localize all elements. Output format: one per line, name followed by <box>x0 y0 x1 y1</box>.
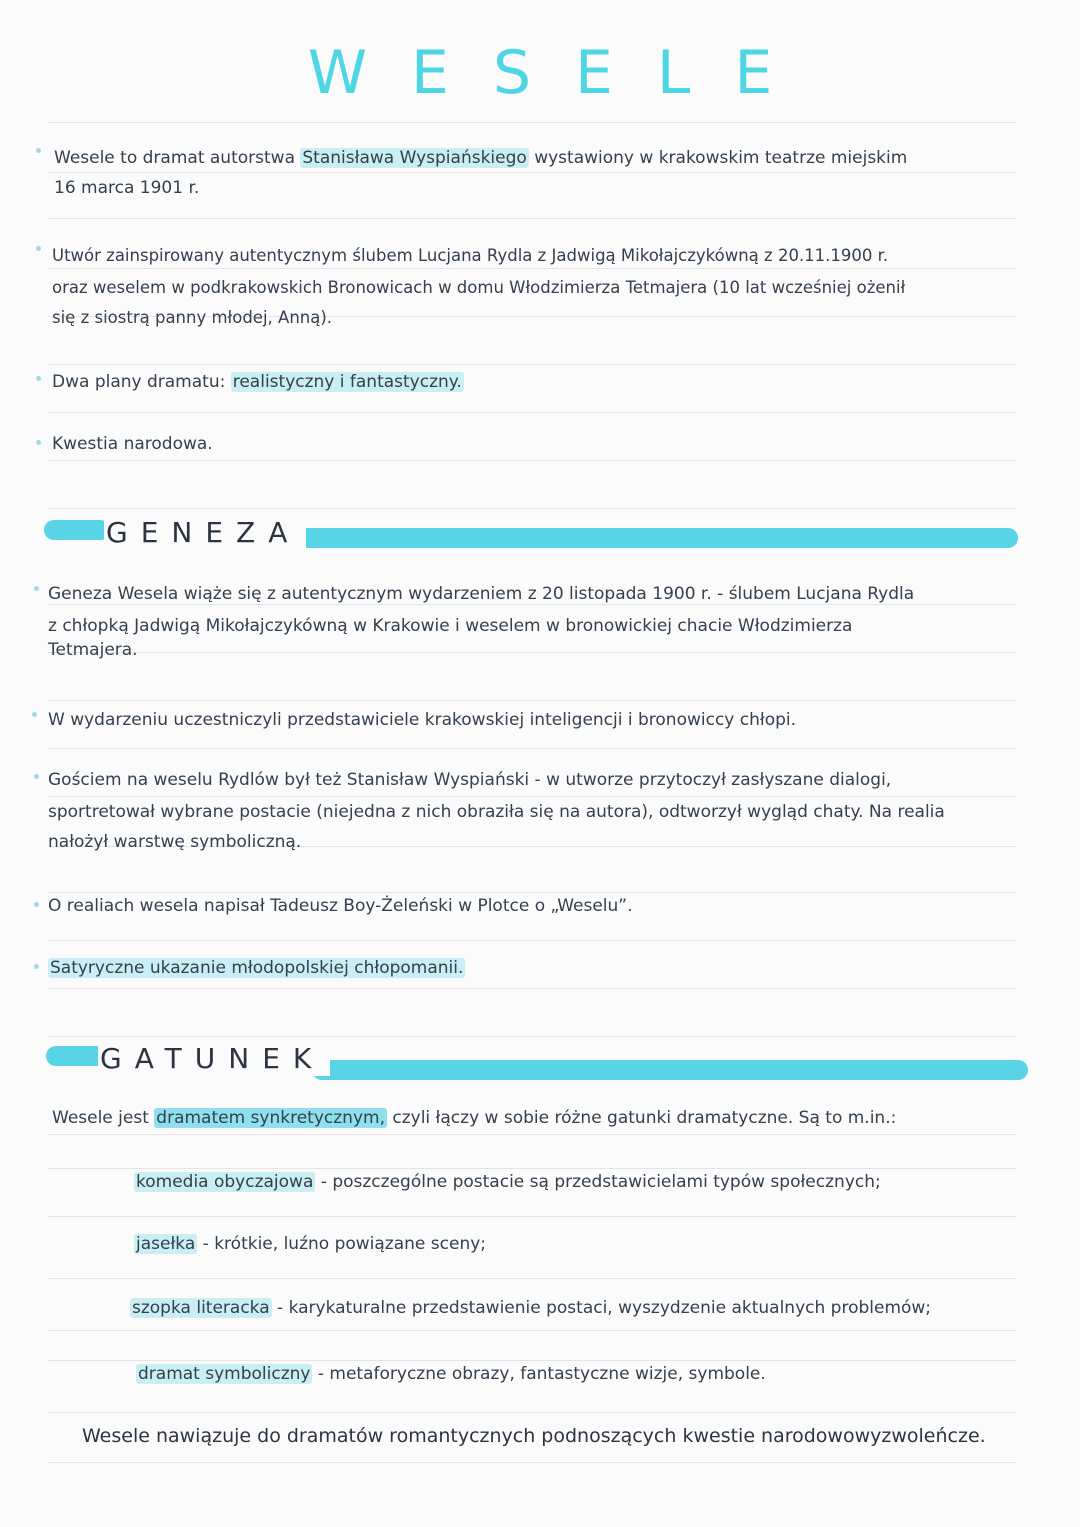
geneza-item-1-line1: Geneza Wesela wiąże się z autentycznym wydarzeniem z 20 listopada 1900 r. - ślubem Lucjana Rydla <box>48 584 915 604</box>
intro-item-1-highlight: Stanisława Wyspiańskiego <box>302 148 527 168</box>
intro-item-4: Kwestia narodowa. <box>52 434 213 454</box>
ruled-line <box>48 988 1016 989</box>
genre-desc: - metaforyczne obrazy, fantastyczne wizje, symbole. <box>312 1364 766 1384</box>
intro-item-3 <box>52 366 464 398</box>
section-heading-gatunek: GATUNEK <box>98 1042 330 1076</box>
geneza-item-5 <box>48 952 465 984</box>
geneza-item-2: W wydarzeniu uczestniczyli przedstawiciele krakowskiej inteligencji i bronowiccy chłopi. <box>48 710 797 730</box>
geneza-item-5-highlight: Satyryczne ukazanie młodopolskiej chłopomanii. <box>50 958 464 978</box>
intro-item-3-highlight: realistyczny i fantastyczny. <box>232 372 462 392</box>
ruled-line <box>48 1036 1016 1037</box>
ruled-line <box>48 1134 1016 1135</box>
geneza-item-1-line2: z chłopką Jadwigą Mikołajczykówną w Krakowie i weselem w bronowickiej chacie Włodzimierza <box>48 616 853 636</box>
ruled-line <box>48 940 1016 941</box>
section-bar-right <box>298 528 1018 548</box>
section-heading-geneza: GENEZA <box>104 516 306 550</box>
bullet-icon <box>36 246 41 251</box>
genre-term: komedia obyczajowa <box>136 1172 314 1192</box>
genre-desc: - poszczególne postacie są przedstawicielami typów społecznych; <box>315 1172 881 1192</box>
intro-item-2-line2: oraz weselem w podkrakowskich Bronowicach w domu Włodzimierza Tetmajera (10 lat wcześniej ożenił <box>52 278 906 297</box>
bullet-icon <box>36 440 41 445</box>
genre-item <box>134 1166 881 1198</box>
intro-item-2-line3: się z siostrą panny młodej, Anną). <box>52 308 333 327</box>
section-bar-right <box>312 1060 1028 1080</box>
ruled-line <box>48 122 1016 123</box>
page-title: WESELE <box>307 38 817 108</box>
genre-item <box>136 1358 766 1390</box>
intro-item-3-text: Dwa plany dramatu: <box>52 372 231 392</box>
intro-item-1 <box>54 142 907 174</box>
ruled-line <box>48 652 1016 653</box>
intro-item-1-text: Wesele to dramat autorstwa <box>54 148 301 168</box>
section-bar-left <box>44 520 110 540</box>
gatunek-intro-text-end: czyli łączy w sobie różne gatunki dramatyczne. Są to m.in.: <box>386 1108 897 1128</box>
bullet-icon <box>36 376 41 381</box>
geneza-item-1-line3: Tetmajera. <box>48 640 138 660</box>
bullet-icon <box>34 964 39 969</box>
geneza-item-3-line1: Gościem na weselu Rydlów był też Stanisław Wyspiański - w utworze przytoczył zasłyszane dialogi, <box>48 770 892 790</box>
gatunek-intro <box>52 1102 896 1134</box>
intro-item-1-text-end: wystawiony w krakowskim teatrze miejskim <box>528 148 908 168</box>
bullet-icon <box>34 902 39 907</box>
bullet-icon <box>34 774 39 779</box>
section-bar-left <box>46 1046 106 1066</box>
gatunek-intro-highlight: dramatem synkretycznym, <box>156 1108 385 1128</box>
ruled-line <box>48 412 1016 413</box>
genre-item <box>134 1228 486 1260</box>
genre-term: szopka literacka <box>132 1298 270 1318</box>
genre-item <box>130 1292 931 1324</box>
genre-term: dramat symboliczny <box>138 1364 311 1384</box>
gatunek-intro-text: Wesele jest <box>52 1108 155 1128</box>
bullet-icon <box>36 148 41 153</box>
ruled-line <box>48 1330 1016 1331</box>
ruled-line <box>48 700 1016 701</box>
intro-item-1-line2: 16 marca 1901 r. <box>54 178 200 198</box>
closing-statement: Wesele nawiązuje do dramatów romantycznych podnoszących kwestie narodowowyzwoleńcze. <box>82 1425 986 1447</box>
ruled-line <box>48 1412 1016 1413</box>
ruled-line <box>48 364 1016 365</box>
geneza-item-3-line3: nałożył warstwę symboliczną. <box>48 832 302 852</box>
geneza-item-4: O realiach wesela napisał Tadeusz Boy-Żeleński w Plotce o „Weselu”. <box>48 896 633 916</box>
genre-desc: - karykaturalne przedstawienie postaci, wyszydzenie aktualnych problemów; <box>271 1298 932 1318</box>
ruled-line <box>48 1462 1016 1463</box>
bullet-icon <box>32 712 37 717</box>
ruled-line <box>48 1278 1016 1279</box>
genre-desc: - krótkie, luźno powiązane sceny; <box>197 1234 487 1254</box>
intro-item-2-line1: Utwór zainspirowany autentycznym ślubem Lucjana Rydla z Jadwigą Mikołajczykówną z 20.11.1900 r. <box>52 246 889 265</box>
ruled-line <box>48 748 1016 749</box>
bullet-icon <box>34 586 39 591</box>
ruled-line <box>48 1216 1016 1217</box>
ruled-line <box>48 508 1016 509</box>
genre-term: jasełka <box>136 1234 196 1254</box>
ruled-line <box>48 460 1016 461</box>
geneza-item-3-line2: sportretował wybrane postacie (niejedna z nich obraziła się na autora), odtworzył wygląd chaty. Na realia <box>48 802 945 822</box>
ruled-line <box>48 218 1016 219</box>
